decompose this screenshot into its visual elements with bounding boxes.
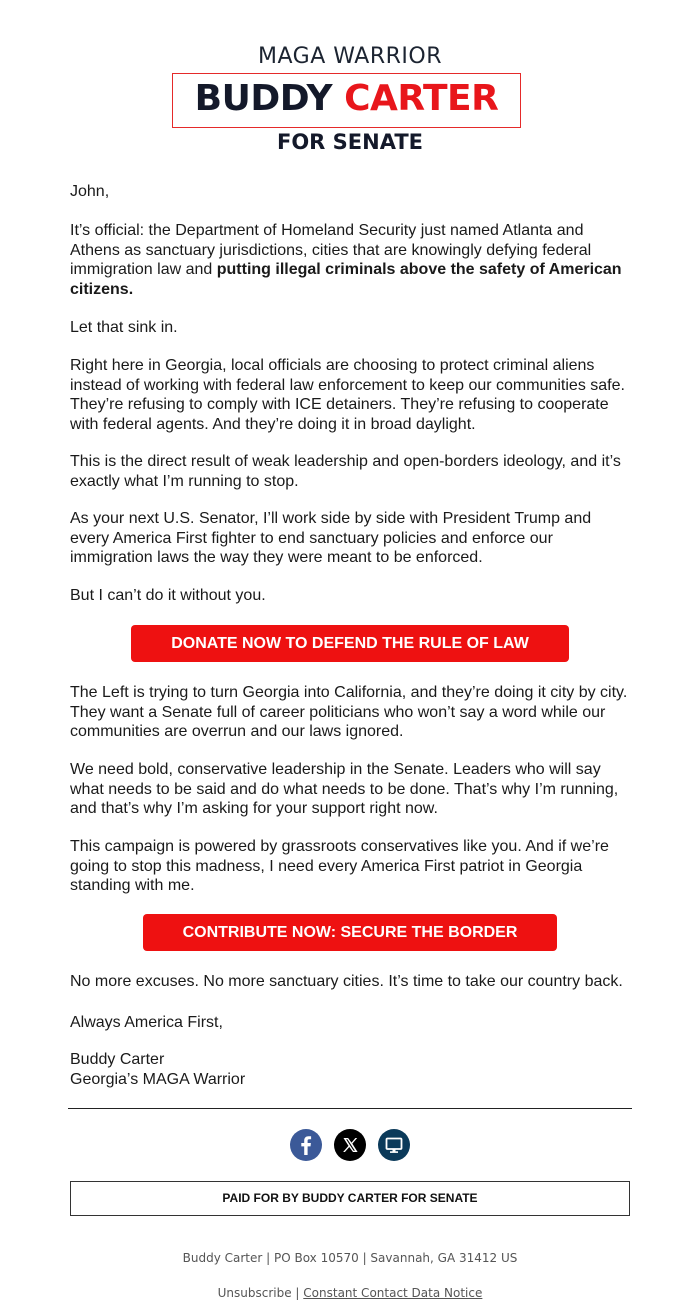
contribute-button[interactable]: CONTRIBUTE NOW: SECURE THE BORDER: [143, 914, 557, 951]
paragraph-9-text: This campaign is powered by grassroots conservatives like you. And if we’re going to stop this madness, I need every America First patriot in Georgia standing with me.: [70, 838, 609, 894]
paragraph-6-text: But I can’t do it without you.: [70, 587, 266, 604]
paragraph-1-text: It’s official: the Department of Homeland Security just named Atlanta and Athens as sanctuary jurisdictions, cities that are knowingly defying federal immigration law and: [70, 222, 592, 278]
paragraph-10-text: No more excuses. No more sanctuary cities. It’s time to take our country back.: [70, 973, 623, 990]
paragraph-2: [70, 318, 630, 338]
paragraph-4-text: This is the direct result of weak leadership and open-borders ideology, and it’s exactly what I’m running to stop.: [70, 453, 621, 490]
paragraph-8: [70, 760, 630, 819]
footer-separator: |: [295, 1286, 300, 1300]
signature: [70, 1050, 630, 1089]
logo-last-name: CARTER: [344, 78, 499, 119]
mailing-address: Buddy Carter | PO Box 10570 | Savannah, GA 31412 US: [182, 1251, 518, 1265]
signoff: [70, 1013, 630, 1033]
logo-name: [195, 78, 499, 119]
logo-subtitle: FOR SENATE: [276, 130, 423, 154]
logo-name-box: [172, 73, 521, 128]
footer-links: [0, 1286, 700, 1300]
logo-tagline: MAGA WARRIOR: [258, 44, 442, 69]
paid-for-disclaimer: PAID FOR BY BUDDY CARTER FOR SENATE: [70, 1181, 630, 1216]
paragraph-3-text: Right here in Georgia, local officials are choosing to protect criminal aliens instead of working with federal law enforcement to keep our communities safe. They’re refusing to comply with ICE detainers. They’re refusing to cooperate with federal agents. And they’re doing it in broad daylight.: [70, 357, 625, 433]
greeting: John,: [70, 183, 110, 200]
paragraph-8-text: We need bold, conservative leadership in the Senate. Leaders who will say what needs to be said and do what needs to be done. That’s why I’m running, and that’s why I’m asking for your support right now.: [70, 761, 619, 817]
x-icon[interactable]: [334, 1129, 366, 1161]
paragraph-5: [70, 509, 630, 568]
website-icon[interactable]: [378, 1129, 410, 1161]
paragraph-7-text: The Left is trying to turn Georgia into California, and they’re doing it city by city. They want a Senate full of career politicians who won’t say a word while our communities are overrun and our laws ignored.: [70, 684, 628, 740]
donate-button[interactable]: DONATE NOW TO DEFEND THE RULE OF LAW: [131, 625, 569, 662]
unsubscribe-link[interactable]: Unsubscribe: [217, 1286, 292, 1300]
paragraph-4: [70, 452, 630, 491]
paragraph-3: [70, 356, 630, 434]
facebook-icon[interactable]: [290, 1129, 322, 1161]
data-notice-link[interactable]: Constant Contact Data Notice: [303, 1286, 483, 1300]
paragraph-10: [70, 972, 630, 992]
email-body: [70, 182, 630, 202]
contribute-button-row: [0, 914, 700, 951]
donate-button-row: [0, 625, 700, 662]
signature-title: Georgia’s MAGA Warrior: [70, 1070, 246, 1088]
signoff-text: Always America First,: [70, 1014, 223, 1031]
paragraph-9: [70, 837, 630, 896]
paragraph-2-text: Let that sink in.: [70, 319, 178, 336]
signature-name: Buddy Carter: [70, 1051, 165, 1068]
social-links: [0, 1129, 700, 1161]
footer-divider: [68, 1108, 632, 1109]
paragraph-7: [70, 683, 630, 742]
paragraph-1: [70, 221, 630, 299]
logo-first-name: BUDDY: [194, 78, 333, 119]
paragraph-6: [70, 586, 630, 606]
paragraph-1-bold: putting illegal criminals above the safety of American citizens.: [70, 261, 622, 298]
paragraph-5-text: As your next U.S. Senator, I’ll work side by side with President Trump and every America First fighter to end sanctuary policies and enforce our immigration laws the way they were meant to be enforced.: [70, 510, 592, 566]
